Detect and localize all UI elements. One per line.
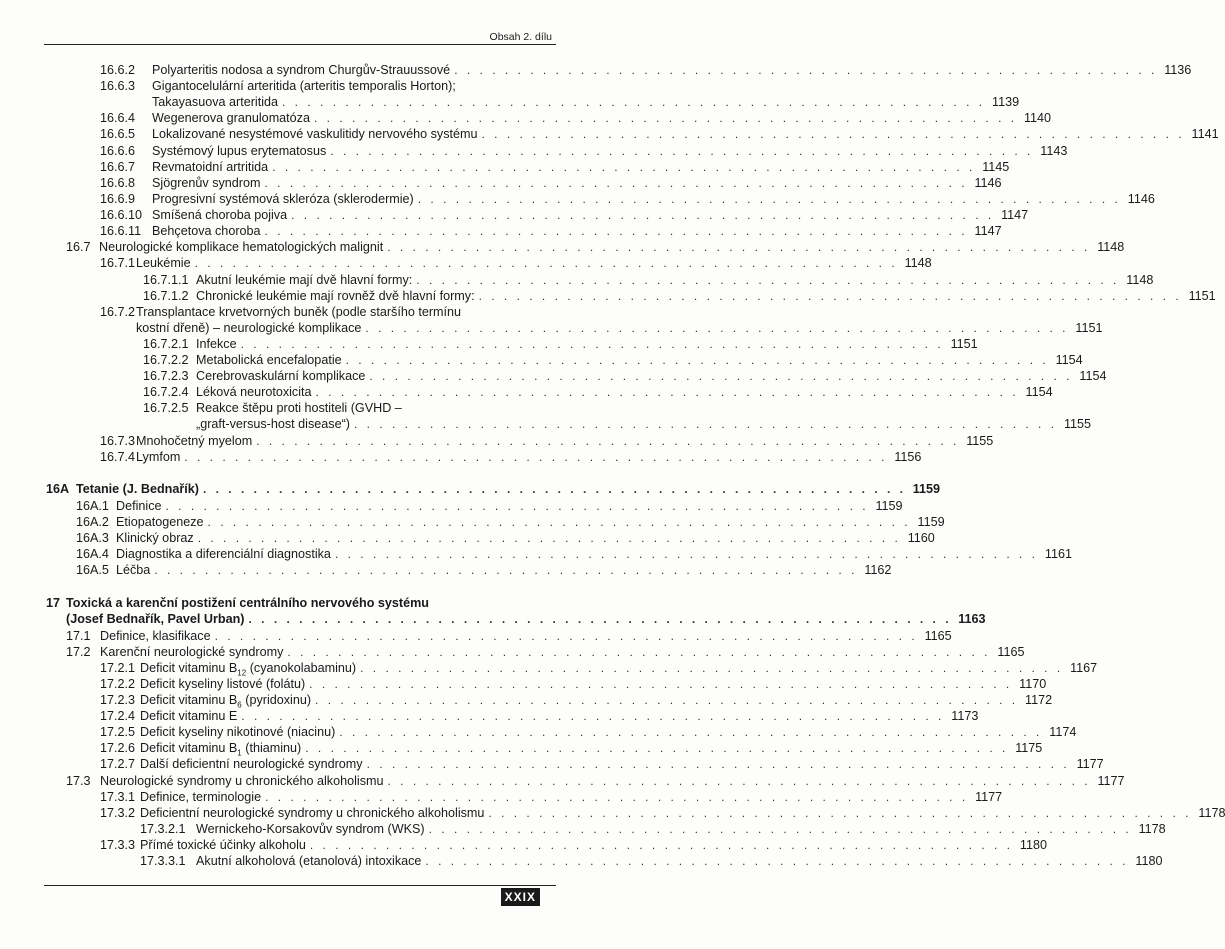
- toc-entry-title: Akutní alkoholová (etanolová) intoxikace: [196, 854, 422, 868]
- toc-entry-page: 1154: [1025, 385, 1053, 399]
- toc-entry-title: Deficit vitaminu $B_{12}$ (cyanokolabaminu): [140, 661, 357, 678]
- toc-entry-title: Infekce: [196, 337, 237, 351]
- toc-entry-page: 1148: [1126, 273, 1154, 287]
- toc-entry-page: 1177: [1076, 757, 1104, 771]
- toc-entry-title: Mnohočetný myelom: [136, 434, 253, 448]
- toc-entry-title-continuation: Takayasuova arteritida: [152, 95, 279, 109]
- dot-leader: . . . . . . . . . . . . . . . . . . . . . . . . . . . . . . . . . . . . . . . . . . . . . . . . . . . . . . . .: [240, 337, 944, 351]
- toc-entry-title: Přímé toxické účinky alkoholu: [140, 838, 306, 852]
- toc-entry-title: Toxická a karenční postižení centrálního nervového systému: [66, 596, 430, 610]
- toc-entry-title: Smíšená choroba pojiva: [152, 208, 288, 222]
- dot-leader: . . . . . . . . . . . . . . . . . . . . . . . . . . . . . . . . . . . . . . . . . . . . . . . . . . . . . . . .: [428, 822, 1132, 836]
- toc-entry-number: 16.6.5: [100, 127, 136, 141]
- toc-entry-number: 16.7.2.3: [143, 369, 189, 383]
- toc-entry-number: 16A: [46, 482, 70, 496]
- dot-leader: . . . . . . . . . . . . . . . . . . . . . . . . . . . . . . . . . . . . . . . . . . . . . . . . . . . . . . . .: [305, 741, 1009, 755]
- dot-leader: . . . . . . . . . . . . . . . . . . . . . . . . . . . . . . . . . . . . . . . . . . . . . . . . . . . . . . . .: [387, 774, 1091, 788]
- dot-leader: . . . . . . . . . . . . . . . . . . . . . . . . . . . . . . . . . . . . . . . . . . . . . . . . . . . . . . . .: [454, 63, 1158, 77]
- toc-entry-title-continuation: „graft-versus-host disease“): [196, 417, 350, 431]
- toc-entry-page: 1147: [974, 224, 1002, 238]
- toc-entry-title: Definice, klasifikace: [100, 629, 211, 643]
- toc-entry-title: Sjögrenův syndrom: [152, 176, 261, 190]
- toc-entry-title: Definice: [116, 499, 162, 513]
- toc-entry-title: Revmatoidní artritida: [152, 160, 269, 174]
- dot-leader: . . . . . . . . . . . . . . . . . . . . . . . . . . . . . . . . . . . . . . . . . . . . . . . . . . . . . . . .: [314, 111, 1018, 125]
- toc-entry-title: Karenční neurologické syndromy: [100, 645, 284, 659]
- dot-leader: . . . . . . . . . . . . . . . . . . . . . . . . . . . . . . . . . . . . . . . . . . . . . . . . . . . . . . . .: [478, 289, 1182, 303]
- dot-leader: . . . . . . . . . . . . . . . . . . . . . . . . . . . . . . . . . . . . . . . . . . . . . . . . . . . . . . . .: [334, 547, 1039, 561]
- toc-entry-page: 1156: [894, 450, 922, 464]
- toc-entry-page: 1180: [1135, 854, 1163, 868]
- toc-entry-page: 1151: [1075, 321, 1103, 335]
- dot-leader: . . . . . . . . . . . . . . . . . . . . . . . . . . . . . . . . . . . . . . . . . . . . . . . . . . . . . . . .: [282, 95, 986, 109]
- toc-entry-title: Chronické leukémie mají rovněž dvě hlavní formy:: [196, 289, 475, 303]
- dot-leader: . . . . . . . . . . . . . . . . . . . . . . . . . . . . . . . . . . . . . . . . . . . . . . . . . . . . . . . .: [214, 629, 918, 643]
- toc-entry-title: Definice, terminologie: [140, 790, 262, 804]
- toc-entry-page: 1147: [1001, 208, 1029, 222]
- dot-leader: . . . . . . . . . . . . . . . . . . . . . . . . . . . . . . . . . . . . . . . . . . . . . . . . . . . . . . . .: [248, 612, 952, 626]
- toc-entry-title: Akutní leukémie mají dvě hlavní formy:: [196, 273, 413, 287]
- toc-entry-number: 17.2.2: [100, 677, 136, 691]
- toc-entry-page: 1146: [974, 176, 1002, 190]
- subscript: 6: [237, 700, 242, 710]
- dot-leader: . . . . . . . . . . . . . . . . . . . . . . . . . . . . . . . . . . . . . . . . . . . . . . . . . . . . . . . .: [154, 563, 858, 577]
- toc-entry-title: Metabolická encefalopatie: [196, 353, 342, 367]
- dot-leader: . . . . . . . . . . . . . . . . . . . . . . . . . . . . . . . . . . . . . . . . . . . . . . . . . . . . . . . .: [309, 838, 1013, 852]
- dot-leader: . . . . . . . . . . . . . . . . . . . . . . . . . . . . . . . . . . . . . . . . . . . . . . . . . . . . . . . .: [241, 709, 945, 723]
- toc-entry-title: Léková neurotoxicita: [196, 385, 312, 399]
- toc-entry-number: 16.7.2.1: [143, 337, 189, 351]
- dot-leader: . . . . . . . . . . . . . . . . . . . . . . . . . . . . . . . . . . . . . . . . . . . . . . . . . . . . . . . .: [264, 224, 968, 238]
- toc-entry-number: 17.2.4: [100, 709, 136, 723]
- subscript: 1: [237, 748, 242, 758]
- toc-entry-number: 16.6.6: [100, 144, 136, 158]
- toc-entry-number: 16.7.4: [100, 450, 136, 464]
- toc-entry-title: Klinický obraz: [116, 531, 194, 545]
- dot-leader: . . . . . . . . . . . . . . . . . . . . . . . . . . . . . . . . . . . . . . . . . . . . . . . . . . . . . . . .: [330, 144, 1034, 158]
- toc-entry-title: Lokalizované nesystémové vaskulitidy nervového systému: [152, 127, 478, 141]
- toc-entry-number: 16.7.2.5: [143, 401, 189, 415]
- toc-entry-number: 17.1: [66, 629, 91, 643]
- toc-entry-title: Další deficientní neurologické syndromy: [140, 757, 363, 771]
- toc-entry-number: 17.3.1: [100, 790, 136, 804]
- toc-entry-page: 1178: [1198, 806, 1225, 820]
- toc-entry-page: 1180: [1019, 838, 1047, 852]
- toc-entry-title: Polyarteritis nodosa a syndrom Churgův-Strauussové: [152, 63, 451, 77]
- toc-entry-title: Deficit vitaminu $B_1$ (thiaminu): [140, 741, 302, 758]
- dot-leader: . . . . . . . . . . . . . . . . . . . . . . . . . . . . . . . . . . . . . . . . . . . . . . . . . . . . . . . .: [315, 693, 1019, 707]
- dot-leader: . . . . . . . . . . . . . . . . . . . . . . . . . . . . . . . . . . . . . . . . . . . . . . . . . . . . . . . .: [272, 160, 976, 174]
- toc-entry-title: Leukémie: [136, 256, 191, 270]
- toc-entry-page: 1167: [1070, 661, 1098, 675]
- toc-entry-title: Deficit vitaminu E: [140, 709, 238, 723]
- dot-leader: . . . . . . . . . . . . . . . . . . . . . . . . . . . . . . . . . . . . . . . . . . . . . . . . . . . . . . . .: [202, 482, 907, 496]
- toc-entry-title: Progresivní systémová skleróza (sklerodermie): [152, 192, 414, 206]
- toc-entry-title: Deficientní neurologické syndromy u chronického alkoholismu: [140, 806, 485, 820]
- toc-entry-page: 1155: [1063, 417, 1092, 431]
- toc-entry-page: 1148: [904, 256, 932, 270]
- toc-entry-number: 17.2: [66, 645, 91, 659]
- toc-entry-number: 17.3.3.1: [140, 854, 186, 868]
- toc-entry-number: 16A.4: [76, 547, 109, 561]
- toc-entry-number: 17.3.2: [100, 806, 136, 820]
- dot-leader: . . . . . . . . . . . . . . . . . . . . . . . . . . . . . . . . . . . . . . . . . . . . . . . . . . . . . . . .: [339, 725, 1043, 739]
- dot-leader: . . . . . . . . . . . . . . . . . . . . . . . . . . . . . . . . . . . . . . . . . . . . . . . . . . . . . . . .: [265, 790, 969, 804]
- toc-entry-title-continuation: (Josef Bednařík, Pavel Urban): [66, 612, 245, 626]
- toc-entry-title-continuation: kostní dřeně) – neurologické komplikace: [136, 321, 362, 335]
- dot-leader: . . . . . . . . . . . . . . . . . . . . . . . . . . . . . . . . . . . . . . . . . . . . . . . . . . . . . . . .: [264, 176, 968, 190]
- toc-entry-title: Systémový lupus erytematosus: [152, 144, 327, 158]
- toc-entry-title: Neurologické syndromy u chronického alkoholismu: [100, 774, 384, 788]
- dot-leader: . . . . . . . . . . . . . . . . . . . . . . . . . . . . . . . . . . . . . . . . . . . . . . . . . . . . . . . .: [387, 240, 1091, 254]
- toc-entry-page: 1151: [1188, 289, 1216, 303]
- toc-entry-page: 1161: [1044, 547, 1073, 561]
- toc-entry-number: 16.7.1.1: [143, 273, 189, 287]
- toc-entry-number: 17: [46, 596, 61, 610]
- toc-entry-page: 1174: [1049, 725, 1077, 739]
- toc-entry-page: 1145: [982, 160, 1010, 174]
- toc-entry-page: 1160: [907, 531, 935, 545]
- toc-entry-number: 17.2.1: [100, 661, 136, 675]
- header-rule: [44, 44, 556, 45]
- toc-entry-title: Gigantocelulární arteritida (arteritis temporalis Horton);: [152, 79, 456, 93]
- dot-leader: . . . . . . . . . . . . . . . . . . . . . . . . . . . . . . . . . . . . . . . . . . . . . . . . . . . . . . . .: [425, 854, 1129, 868]
- toc-entry-number: 16.6.2: [100, 63, 136, 77]
- toc-entry-title: Wernickeho-Korsakovův syndrom (WKS): [196, 822, 425, 836]
- toc-entry-page: 1170: [1019, 677, 1047, 691]
- dot-leader: . . . . . . . . . . . . . . . . . . . . . . . . . . . . . . . . . . . . . . . . . . . . . . . . . . . . . . . .: [184, 450, 888, 464]
- toc-entry-number: 17.2.7: [100, 757, 136, 771]
- dot-leader: . . . . . . . . . . . . . . . . . . . . . . . . . . . . . . . . . . . . . . . . . . . . . . . . . . . . . . . .: [488, 806, 1192, 820]
- toc-entry-title: Wegenerova granulomatóza: [152, 111, 310, 125]
- toc-entry-page: 1155: [966, 434, 994, 448]
- toc-entry-page: 1151: [950, 337, 978, 351]
- toc-entry-title: Deficit kyseliny listové (folátu): [140, 677, 306, 691]
- toc-entry-number: 16.7.2: [100, 305, 136, 319]
- toc-entry-number: 17.3.3: [100, 838, 136, 852]
- toc-entry-page: 1146: [1127, 192, 1155, 206]
- toc-entry-number: 16.6.11: [100, 224, 142, 238]
- toc-entry-number: 16.7.2.4: [143, 385, 189, 399]
- dot-leader: . . . . . . . . . . . . . . . . . . . . . . . . . . . . . . . . . . . . . . . . . . . . . . . . . . . . . . . .: [417, 192, 1121, 206]
- dot-leader: . . . . . . . . . . . . . . . . . . . . . . . . . . . . . . . . . . . . . . . . . . . . . . . . . . . . . . . .: [291, 208, 995, 222]
- toc-entry-title: Tetanie (J. Bednařík): [76, 482, 199, 496]
- toc-entry-page: 1143: [1040, 144, 1068, 158]
- toc-entry-number: 16.7.1.2: [143, 289, 189, 303]
- toc-entry-page: 1136: [1164, 63, 1192, 77]
- toc-entry-page: 1173: [951, 709, 979, 723]
- dot-leader: . . . . . . . . . . . . . . . . . . . . . . . . . . . . . . . . . . . . . . . . . . . . . . . . . . . . . . . .: [365, 321, 1069, 335]
- toc-entry-number: 17.3.2.1: [140, 822, 186, 836]
- dot-leader: . . . . . . . . . . . . . . . . . . . . . . . . . . . . . . . . . . . . . . . . . . . . . . . . . . . . . . . .: [197, 531, 901, 545]
- toc-entry-number: 16.6.8: [100, 176, 136, 190]
- footer-rule: [44, 885, 556, 886]
- toc-entry-page: 1159: [875, 499, 903, 513]
- toc-entry-number: 17.2.6: [100, 741, 136, 755]
- toc-entry-page: 1159: [912, 482, 941, 496]
- dot-leader: . . . . . . . . . . . . . . . . . . . . . . . . . . . . . . . . . . . . . . . . . . . . . . . . . . . . . . . .: [345, 353, 1049, 367]
- toc-entry-page: 1163: [958, 612, 986, 626]
- toc-entry-page: 1139: [992, 95, 1020, 109]
- toc-entry-page: 1177: [1097, 774, 1125, 788]
- toc-entry-number: 16.6.4: [100, 111, 136, 125]
- dot-leader: . . . . . . . . . . . . . . . . . . . . . . . . . . . . . . . . . . . . . . . . . . . . . . . . . . . . . . . .: [369, 369, 1073, 383]
- dot-leader: . . . . . . . . . . . . . . . . . . . . . . . . . . . . . . . . . . . . . . . . . . . . . . . . . . . . . . . .: [360, 661, 1064, 675]
- toc-entry-title: Cerebrovaskulární komplikace: [196, 369, 366, 383]
- toc-entry-number: 17.3: [66, 774, 91, 788]
- running-header: Obsah 2. dílu: [489, 31, 552, 43]
- toc-entry-page: 1177: [975, 790, 1003, 804]
- toc-entry-page: 1162: [864, 563, 892, 577]
- toc-entry-page: 1165: [997, 645, 1025, 659]
- page-folio: XXIX: [501, 888, 540, 906]
- dot-leader: . . . . . . . . . . . . . . . . . . . . . . . . . . . . . . . . . . . . . . . . . . . . . . . . . . . . . . . .: [481, 127, 1185, 141]
- toc-entry-number: 16A.2: [76, 515, 109, 529]
- dot-leader: . . . . . . . . . . . . . . . . . . . . . . . . . . . . . . . . . . . . . . . . . . . . . . . . . . . . . . . .: [315, 385, 1019, 399]
- toc-entry-title: Behçetova choroba: [152, 224, 261, 238]
- toc-entry-number: 17.2.5: [100, 725, 136, 739]
- toc-entry-title: Diagnostika a diferenciální diagnostika: [116, 547, 331, 561]
- toc-entry-page: 1178: [1138, 822, 1166, 836]
- toc-entry-number: 16.7: [66, 240, 91, 254]
- toc-entry-page: 1175: [1015, 741, 1043, 755]
- toc-entry-number: 16A.3: [76, 531, 109, 545]
- dot-leader: . . . . . . . . . . . . . . . . . . . . . . . . . . . . . . . . . . . . . . . . . . . . . . . . . . . . . . . .: [165, 499, 869, 513]
- toc-entry-number: 16A.5: [76, 563, 109, 577]
- subscript: 12: [237, 668, 247, 678]
- toc-entry-title: Deficit kyseliny nikotinové (niacinu): [140, 725, 336, 739]
- toc-entry-number: 16.6.7: [100, 160, 136, 174]
- toc-entry-number: 16.7.2.2: [143, 353, 189, 367]
- dot-leader: . . . . . . . . . . . . . . . . . . . . . . . . . . . . . . . . . . . . . . . . . . . . . . . . . . . . . . . .: [256, 434, 960, 448]
- toc-entry-page: 1154: [1055, 353, 1083, 367]
- toc-entry-title: Lymfom: [136, 450, 181, 464]
- toc-entry-title: Léčba: [116, 563, 151, 577]
- dot-leader: . . . . . . . . . . . . . . . . . . . . . . . . . . . . . . . . . . . . . . . . . . . . . . . . . . . . . . . .: [353, 417, 1058, 431]
- dot-leader: . . . . . . . . . . . . . . . . . . . . . . . . . . . . . . . . . . . . . . . . . . . . . . . . . . . . . . . .: [309, 677, 1013, 691]
- dot-leader: . . . . . . . . . . . . . . . . . . . . . . . . . . . . . . . . . . . . . . . . . . . . . . . . . . . . . . . .: [194, 256, 898, 270]
- toc-entry-page: 1172: [1025, 693, 1053, 707]
- dot-leader: . . . . . . . . . . . . . . . . . . . . . . . . . . . . . . . . . . . . . . . . . . . . . . . . . . . . . . . .: [366, 757, 1070, 771]
- toc-entry-number: 16.7.1: [100, 256, 136, 270]
- toc-entry-page: 1140: [1023, 111, 1052, 125]
- toc-entry-number: 16.6.3: [100, 79, 136, 93]
- toc-entry-title: Neurologické komplikace hematologických malignit: [99, 240, 384, 254]
- toc-entry-page: 1154: [1079, 369, 1107, 383]
- dot-leader: . . . . . . . . . . . . . . . . . . . . . . . . . . . . . . . . . . . . . . . . . . . . . . . . . . . . . . . .: [416, 273, 1120, 287]
- toc-entry-number: 16.6.10: [100, 208, 143, 222]
- toc-entry-page: 1165: [924, 629, 952, 643]
- toc-entry-number: 16A.1: [76, 499, 109, 513]
- toc-entry-page: 1141: [1191, 127, 1219, 141]
- toc-entry-page: 1159: [917, 515, 945, 529]
- toc-entry-number: 16.6.9: [100, 192, 136, 206]
- toc-entry-number: 17.2.3: [100, 693, 136, 707]
- toc-entry-title: Reakce štěpu proti hostiteli (GVHD –: [196, 401, 402, 415]
- toc-entry-page: 1148: [1097, 240, 1125, 254]
- dot-leader: . . . . . . . . . . . . . . . . . . . . . . . . . . . . . . . . . . . . . . . . . . . . . . . . . . . . . . . .: [287, 645, 991, 659]
- toc-entry-number: 16.7.3: [100, 434, 136, 448]
- toc-entry-title: Etiopatogeneze: [116, 515, 204, 529]
- toc-entry-title: Deficit vitaminu $B_6$ (pyridoxinu): [140, 693, 312, 710]
- toc-entry-title: Transplantace krvetvorných buněk (podle staršího termínu: [136, 305, 462, 319]
- dot-leader: . . . . . . . . . . . . . . . . . . . . . . . . . . . . . . . . . . . . . . . . . . . . . . . . . . . . . . . .: [207, 515, 911, 529]
